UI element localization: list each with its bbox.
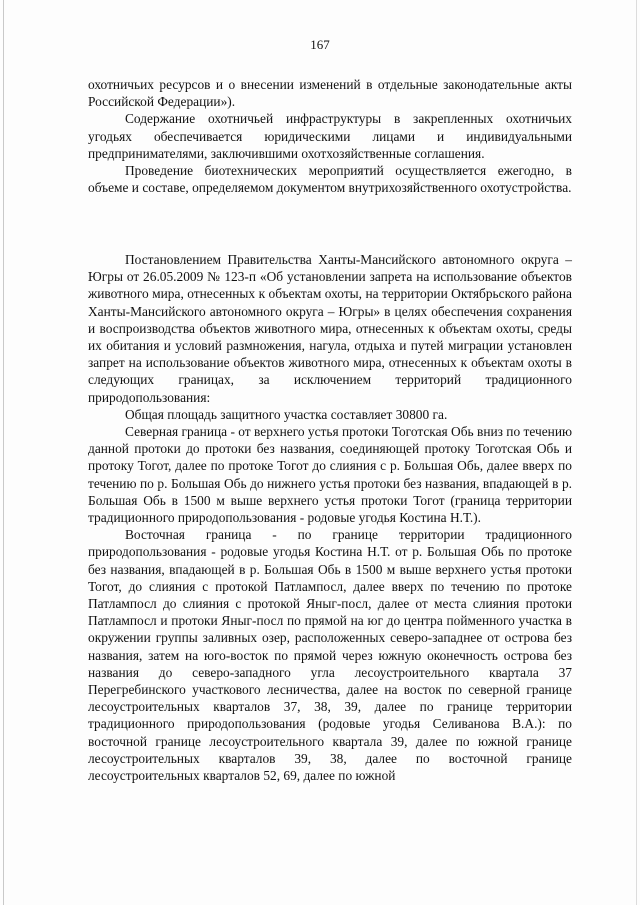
paragraph: охотничьих ресурсов и о внесении изменений в отдельные законодательные акты Российской Федерации»).	[88, 77, 572, 110]
paragraph: Северная граница - от верхнего устья протоки Тоготская Обь вниз по течению данной протоки до протоки без названия, соединяющей протоку Тоготская Обь и протоку Тогот, далее по протоке Тогот до слияния с р. Большая Обь, далее вверх по течению по р. Большая Обь до нижнего устья протоки без названия, впадающей в р. Большая Обь в 1500 м выше верхнего устья протоки Тогот (граница территории традиционного природопользования - родовые угодья Костина Н.Т.).	[88, 424, 572, 526]
text-block-upper	[88, 76, 572, 196]
scan-edge-left	[3, 0, 4, 905]
text-block-lower	[88, 251, 572, 784]
paragraph: Содержание охотничьей инфраструктуры в закрепленных охотничьих угодьях обеспечивается юридическими лицами и индивидуальными предпринимателями, заключившими охотхозяйственные соглашения.	[88, 111, 572, 161]
paragraph: Постановлением Правительства Ханты-Мансийского автономного округа – Югры от 26.05.2009 № 123-п «Об установлении запрета на использование объектов животного мира, отнесенных к объектам охоты, на территории Октябрьского района Ханты-Мансийского автономного округа – Югры» в целях обеспечения сохранения и воспроизводства объектов животного мира, отнесенных к объектам охоты, среды их обитания и условий размножения, нагула, отдыха и путей миграции установлен запрет на использование объектов животного мира, отнесенных к объектам охоты в следующих границах, за исключением территорий традиционного природопользования:	[88, 252, 572, 405]
paragraph: Общая площадь защитного участка составляет 30800 га.	[125, 406, 448, 422]
paragraph: Проведение биотехнических мероприятий осуществляется ежегодно, в объеме и составе, определяемом документом внутрихозяйственного охотустройства.	[88, 163, 572, 196]
page-number: 167	[310, 37, 330, 52]
paragraph: Восточная граница - по границе территории традиционного природопользования - родовые угодья Костина Н.Т. от р. Большая Обь по протоке без названия, впадающей в р. Большая Обь в 1500 м выше верхнего устья протоки Тогот, до слияния с протокой Патлампосл, далее вверх по течению по протоке Патлампосл до слияния с протокой Яныг-посл, далее от места слияния протоки Патлампосл и протоки Яныг-посл по прямой на юг до центра пойменного участка в окружении группы заливных озер, расположенных северо-западнее от острова без названия, затем на юго-восток по прямой через южную оконечность острова без названия до северо-западного угла лесоустроительного квартала 37 Перегребинского участкового лесничества, далее на восток по северной границе лесоустроительных кварталов 37, 38, 39, далее по границе территории традиционного природопользования (родовые угодья Селиванова В.А.): по восточной границе лесоустроительного квартала 39, далее по южной границе лесоустроительных кварталов 39, 38, далее по восточной границе лесоустроительных кварталов 52, 69, далее по южной	[88, 527, 572, 784]
scan-edge-right	[636, 0, 637, 905]
